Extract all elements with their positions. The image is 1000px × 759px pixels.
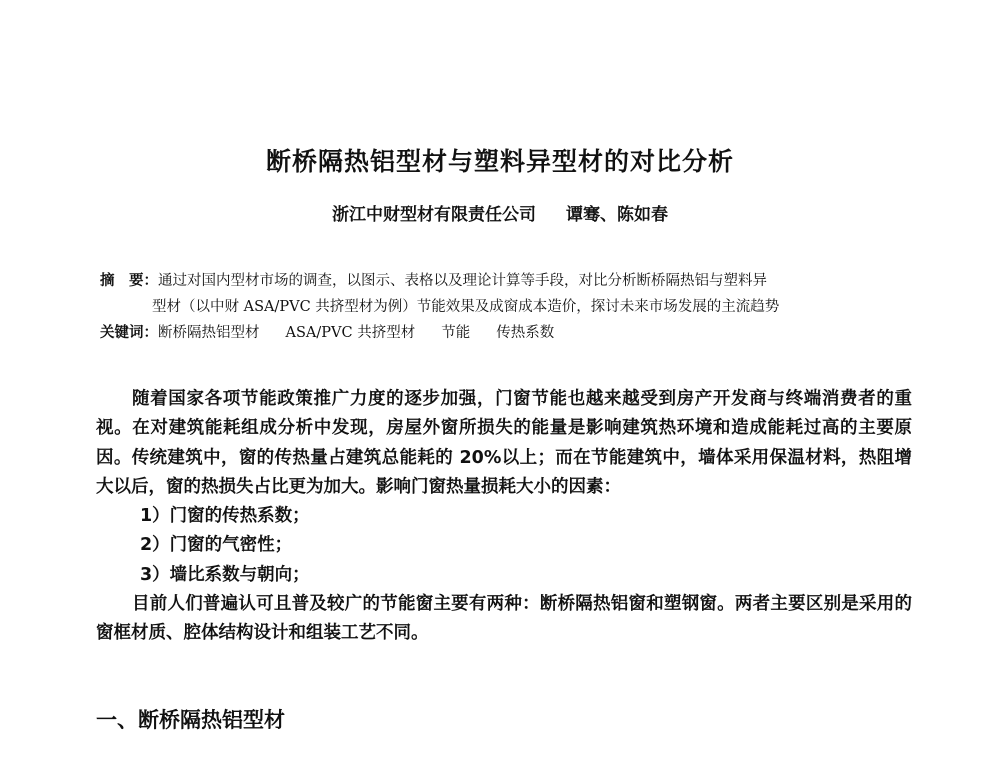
author-line — [0, 200, 1000, 225]
abstract-line-1 — [100, 268, 940, 294]
abstract-label: 摘 要： — [100, 273, 158, 289]
keywords-line — [100, 320, 940, 346]
abstract-line-2: 型材（以中财 ASA/PVC 共挤型材为例）节能效果及成窗成本造价，探讨未来市场发展的主流趋势 — [152, 299, 780, 315]
paper-title: 断桥隔热铝型材与塑料异型材的对比分析 — [265, 147, 734, 176]
factor-item: 3）墙比系数与朝向； — [140, 564, 310, 585]
intro-paragraph: 随着国家各项节能政策推广力度的逐步加强，门窗节能也越来越受到房产开发商与终端消费者的重视。在对建筑能耗组成分析中发现，房屋外窗所损失的能量是影响建筑热环境和造成能耗过高的主要原因。传统建筑中，窗的传热量占建筑总能耗的 20%以上；而在节能建筑中，墙体采用保温材料，热阻增大以后，窗的热损失占比更为加大。影响门窗热量损耗大小的因素： — [96, 389, 912, 497]
keywords-label: 关键词： — [100, 325, 158, 341]
factor-item: 1）门窗的传热系数； — [140, 506, 310, 527]
organization: 浙江中财型材有限责任公司 — [332, 205, 536, 225]
keyword-item: ASA/PVC 共挤型材 — [285, 325, 416, 341]
abstract-block — [100, 268, 940, 346]
author-names: 谭骞、陈如春 — [566, 205, 668, 225]
factor-item: 2）门窗的气密性； — [140, 535, 293, 556]
keyword-item: 传热系数 — [496, 325, 555, 341]
keyword-item: 断桥隔热铝型材 — [158, 325, 260, 341]
conclusion-paragraph: 目前人们普遍认可且普及较广的节能窗主要有两种：断桥隔热铝窗和塑钢窗。两者主要区别是采用的窗框材质、腔体结构设计和组装工艺不同。 — [96, 594, 912, 644]
abstract-text-1: 通过对国内型材市场的调查，以图示、表格以及理论计算等手段，对比分析断桥隔热铝与塑料异 — [158, 273, 767, 289]
keyword-item: 节能 — [441, 325, 471, 341]
section-heading: 一、断桥隔热铝型材 — [96, 708, 285, 732]
body-text — [96, 385, 912, 649]
